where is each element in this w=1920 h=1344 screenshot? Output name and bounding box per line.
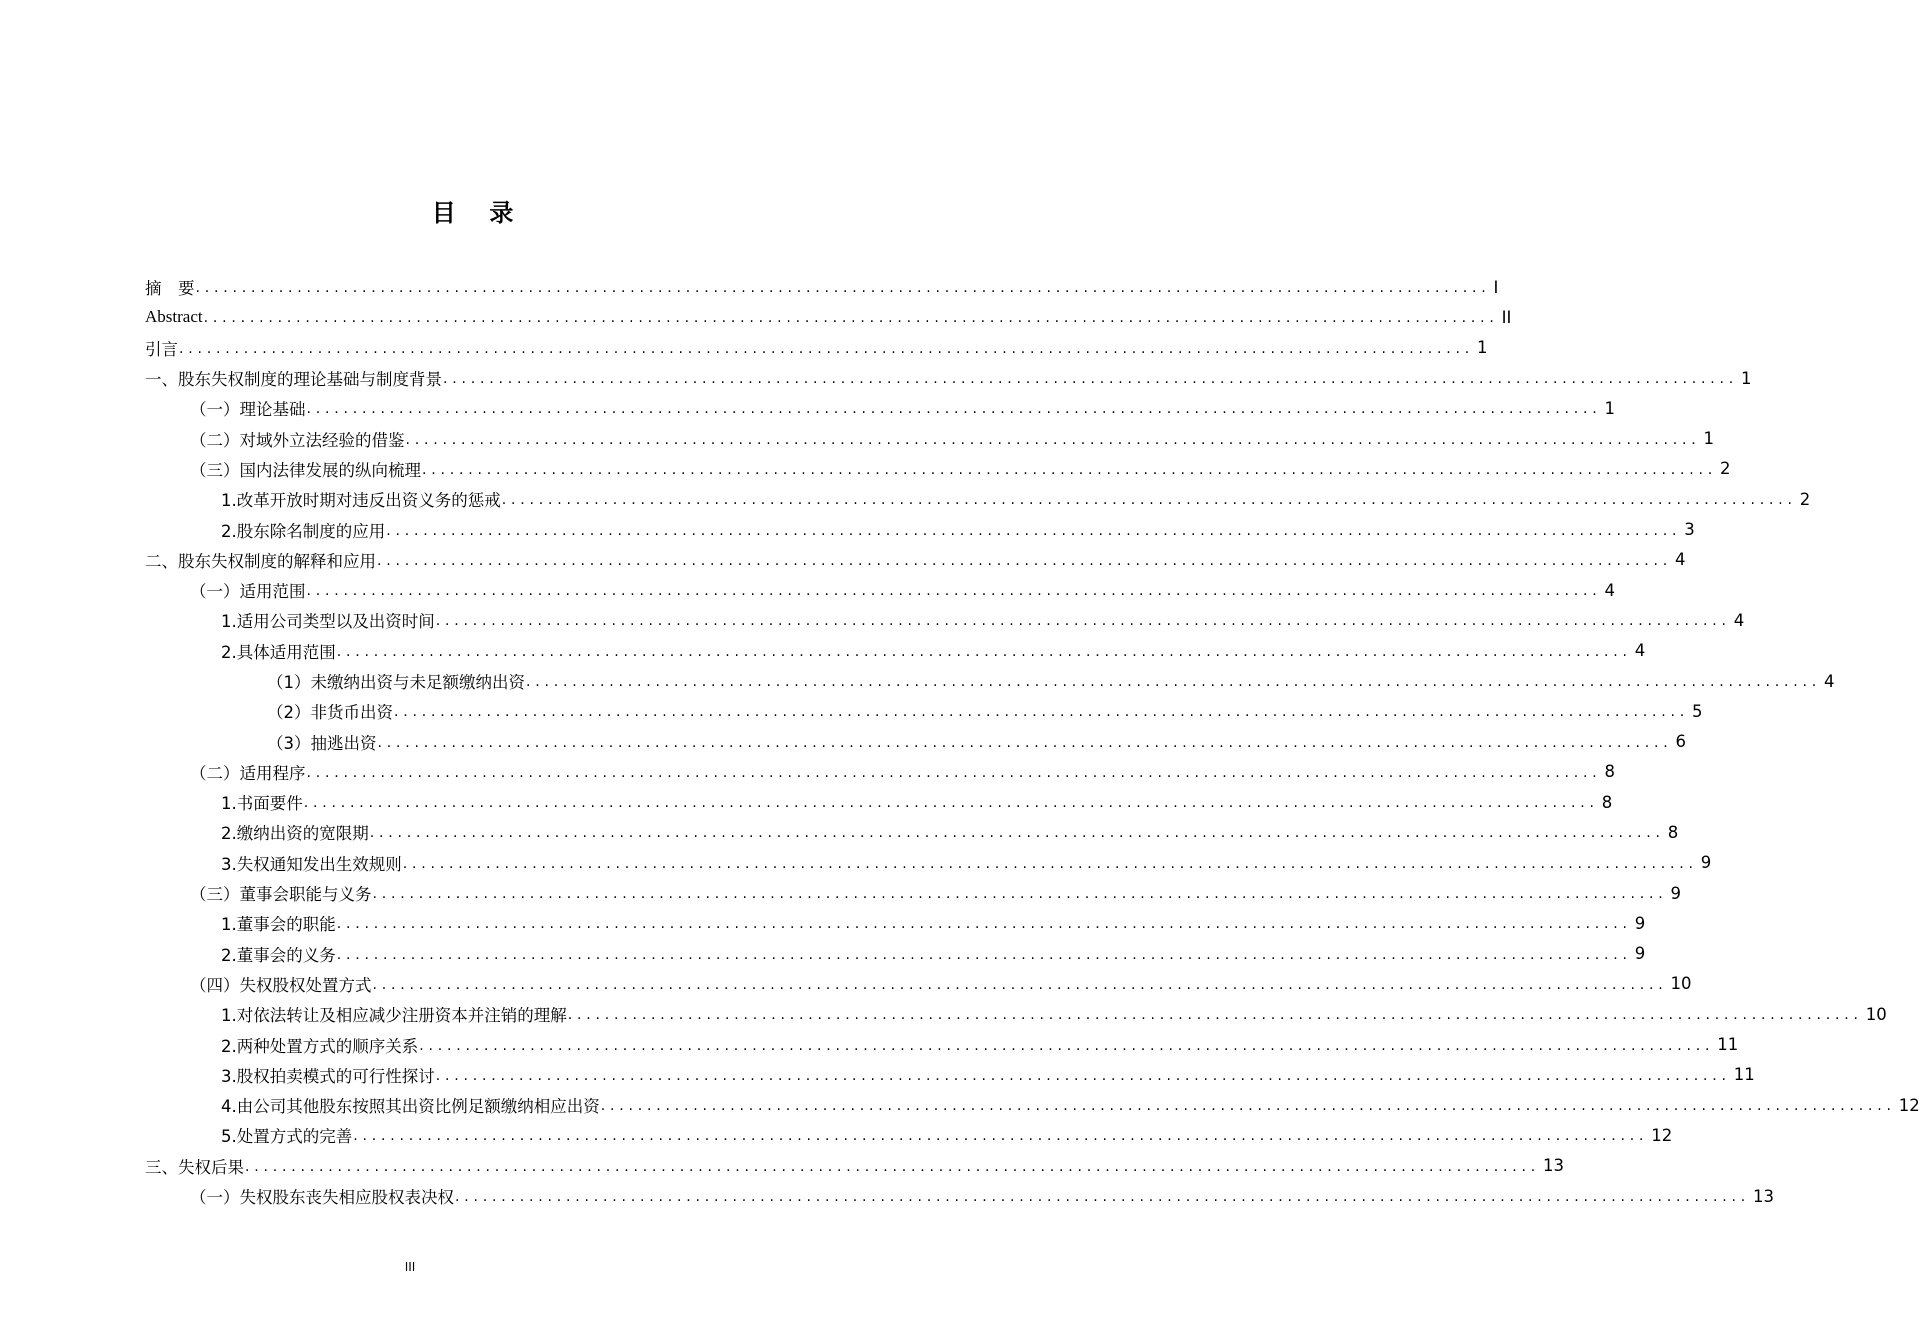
toc-entry[interactable] (145, 423, 1715, 453)
toc-entry[interactable] (145, 696, 1703, 726)
page-number: III (404, 1260, 416, 1274)
toc-entry-label: 三、失权后果 (145, 1157, 244, 1177)
toc-entry-label: 3.股权拍卖模式的可行性探讨 (221, 1066, 435, 1086)
toc-leader-dots: ............................................................................................................................................ (195, 280, 1491, 297)
toc-entry[interactable] (145, 1090, 1920, 1120)
toc-entry-page: 9 (1634, 944, 1646, 964)
toc-entry-label: （3）抽逃出资 (267, 733, 377, 753)
toc-entry[interactable] (145, 333, 1488, 363)
toc-entry-label: 5.处置方式的完善 (221, 1127, 353, 1147)
toc-leader-dots: ............................................................................................................................................ (336, 916, 1632, 933)
toc-entry-label: 一、股东失权制度的理论基础与制度背景 (145, 370, 442, 390)
toc-entry[interactable] (145, 393, 1616, 423)
toc-leader-dots: ............................................................................................................................................ (501, 492, 1797, 509)
toc-entry[interactable] (145, 878, 1682, 908)
toc-entry-label: （一）适用范围 (190, 582, 306, 602)
toc-entry[interactable] (145, 848, 1712, 878)
toc-entry[interactable] (145, 1151, 1565, 1181)
toc-entry-label: 2.缴纳出资的宽限期 (221, 824, 369, 844)
toc-entry-label: 2.两种处置方式的顺序关系 (221, 1036, 419, 1056)
toc-entry-page: 13 (1543, 1156, 1565, 1176)
toc-entry[interactable] (145, 817, 1679, 847)
toc-entry[interactable] (145, 1060, 1755, 1090)
toc-leader-dots: ............................................................................................................................................ (443, 371, 1739, 388)
toc-leader-dots: ............................................................................................................................................ (336, 643, 1632, 660)
toc-entry-page: 4 (1733, 610, 1745, 630)
toc-leader-dots: ............................................................................................................................................ (402, 855, 1698, 872)
toc-entry[interactable] (145, 1120, 1673, 1150)
toc-entry-page: 4 (1675, 550, 1686, 570)
toc-entry[interactable] (145, 757, 1616, 787)
toc-entry-label: 2.股东除名制度的应用 (221, 521, 386, 541)
toc-entry[interactable] (145, 726, 1687, 756)
toc-leader-dots: ............................................................................................................................................ (369, 825, 1665, 842)
toc-leader-dots: ............................................................................................................................................ (306, 401, 1602, 418)
toc-entry-label: Abstract (145, 307, 203, 327)
toc-leader-dots: ............................................................................................................................................ (372, 886, 1668, 903)
toc-entry-label: （三）董事会职能与义务 (190, 885, 372, 905)
toc-entry[interactable] (145, 302, 1512, 332)
toc-leader-dots: ............................................................................................................................................ (203, 310, 1499, 327)
toc-entry-label: 3.失权通知发出生效规则 (221, 854, 402, 874)
toc-entry-page: II (1501, 307, 1512, 327)
toc-entry-label: 二、股东失权制度的解释和应用 (145, 551, 376, 571)
toc-entry[interactable] (145, 272, 1499, 302)
toc-leader-dots: ............................................................................................................................................ (600, 1098, 1896, 1115)
toc-leader-dots: ............................................................................................................................................ (394, 704, 1690, 721)
toc-entry-page: 2 (1720, 459, 1731, 479)
toc-entry-label: 摘 要 (145, 279, 195, 299)
toc-entry-label: （二）对域外立法经验的借鉴 (190, 430, 405, 450)
toc-leader-dots: ............................................................................................................................................ (353, 1128, 1649, 1145)
toc-entry-page: 4 (1634, 641, 1646, 661)
toc-leader-dots: ............................................................................................................................................ (372, 976, 1668, 993)
toc-entry[interactable] (145, 787, 1613, 817)
toc-entry-label: （2）非货币出资 (267, 703, 393, 723)
toc-leader-dots: ............................................................................................................................................ (377, 734, 1673, 751)
toc-entry-page: 1 (1741, 368, 1752, 388)
toc-entry-page: 13 (1753, 1186, 1775, 1206)
toc-leader-dots: ............................................................................................................................................ (419, 1037, 1715, 1054)
toc-entry[interactable] (145, 454, 1731, 484)
toc-entry-page: I (1493, 277, 1499, 297)
toc-leader-dots: ............................................................................................................................................ (306, 583, 1602, 600)
toc-entry[interactable] (145, 575, 1616, 605)
toc-entry-page: 1 (1477, 338, 1488, 358)
toc-entry-label: 1.适用公司类型以及出资时间 (221, 612, 435, 632)
page-title: 目 录 (431, 199, 519, 227)
toc-leader-dots: ............................................................................................................................................ (245, 1158, 1541, 1175)
toc-entry-label: 4.由公司其他股东按照其出资比例足额缴纳相应出资 (221, 1097, 600, 1117)
toc-leader-dots: ............................................................................................................................................ (526, 674, 1822, 690)
toc-entry-page: 2 (1799, 489, 1811, 509)
toc-entry-page: 3 (1684, 520, 1695, 540)
toc-entry-page: 9 (1670, 883, 1682, 903)
toc-entry[interactable] (145, 484, 1811, 514)
toc-entry-label: 引言 (145, 339, 178, 359)
toc-entry-label: （三）国内法律发展的纵向梳理 (190, 460, 421, 480)
toc-entry[interactable] (145, 363, 1752, 393)
toc-entry-label: 1.对依法转让及相应减少注册资本并注销的理解 (221, 1006, 567, 1026)
toc-entry[interactable] (145, 514, 1695, 544)
toc-entry[interactable] (145, 605, 1745, 635)
toc-leader-dots: ............................................................................................................................................ (179, 340, 1475, 357)
toc-entry-page: 11 (1733, 1065, 1755, 1085)
toc-entry[interactable] (145, 545, 1686, 575)
toc-entry-page: 8 (1667, 822, 1679, 842)
toc-entry-page: 4 (1604, 580, 1616, 600)
toc-leader-dots: ............................................................................................................................................ (386, 522, 1682, 539)
toc-entry-page: 11 (1717, 1035, 1739, 1055)
toc-entry[interactable] (145, 939, 1646, 969)
toc-entry[interactable] (145, 666, 1835, 696)
toc-leader-dots: ............................................................................................................................................ (405, 431, 1701, 448)
toc-entry[interactable] (145, 1029, 1739, 1059)
toc-entry-label: （一）失权股东丧失相应股权表决权 (190, 1188, 454, 1208)
toc-entry-page: 10 (1865, 1004, 1887, 1024)
toc-entry[interactable] (145, 1181, 1775, 1211)
toc-leader-dots: ............................................................................................................................................ (435, 1067, 1731, 1084)
toc-entry-page: 12 (1651, 1125, 1673, 1145)
toc-entry[interactable] (145, 636, 1646, 666)
toc-entry-label: （一）理论基础 (190, 400, 306, 420)
toc-entry-page: 9 (1634, 913, 1646, 933)
toc-entry[interactable] (145, 908, 1646, 938)
toc-leader-dots: ............................................................................................................................................ (455, 1189, 1751, 1206)
toc-entry-label: （二）适用程序 (190, 763, 306, 783)
toc-entry-label: （1）未缴纳出资与未足额缴纳出资 (267, 673, 525, 692)
table-of-contents (145, 272, 1920, 1211)
toc-entry-label: 1.董事会的职能 (221, 915, 336, 935)
toc-leader-dots: ............................................................................................................................................ (336, 946, 1632, 963)
toc-entry-label: 2.具体适用范围 (221, 642, 336, 662)
toc-leader-dots: ............................................................................................................................................ (435, 613, 1731, 630)
toc-entry-page: 1 (1604, 398, 1616, 418)
toc-leader-dots: ............................................................................................................................................ (422, 461, 1718, 478)
toc-entry-page: 1 (1703, 429, 1715, 449)
toc-entry-label: 1.改革开放时期对违反出资义务的惩戒 (221, 491, 501, 511)
toc-entry-page: 8 (1601, 792, 1613, 812)
toc-leader-dots: ............................................................................................................................................ (377, 552, 1673, 569)
toc-entry-page: 9 (1700, 853, 1712, 873)
toc-entry-page: 5 (1692, 701, 1703, 721)
toc-entry-page: 10 (1670, 974, 1692, 994)
toc-entry-label: 2.董事会的义务 (221, 945, 336, 965)
toc-entry-page: 6 (1675, 732, 1687, 752)
toc-entry-label: 1.书面要件 (221, 794, 303, 814)
toc-entry-label: （四）失权股权处置方式 (190, 975, 372, 995)
toc-leader-dots: ............................................................................................................................................ (306, 764, 1602, 781)
toc-entry[interactable] (145, 999, 1887, 1029)
toc-entry-page: 8 (1604, 762, 1616, 782)
toc-leader-dots: ............................................................................................................................................ (567, 1007, 1863, 1024)
toc-leader-dots: ............................................................................................................................................ (303, 795, 1599, 812)
toc-entry-page: 4 (1824, 671, 1835, 691)
toc-entry[interactable] (145, 969, 1692, 999)
toc-entry-page: 12 (1898, 1095, 1920, 1115)
